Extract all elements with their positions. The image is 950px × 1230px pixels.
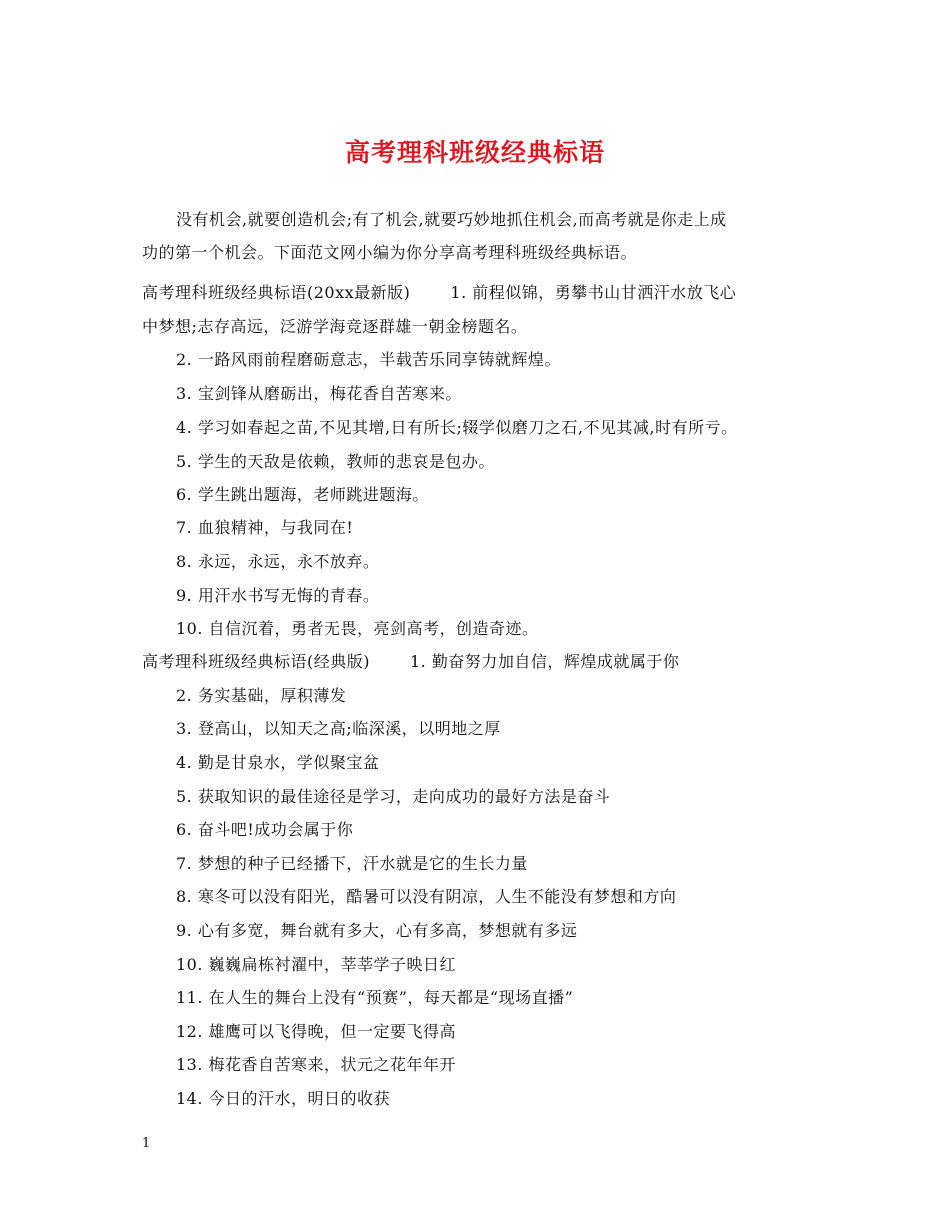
- section-1-item-1-continuation: 中梦想;志存高远，泛游学海竞逐群雄一朝金榜题名。: [142, 317, 528, 336]
- list-item: 4. 勤是甘泉水，学似聚宝盆: [176, 753, 380, 772]
- list-item: 3. 宝剑锋从磨砺出，梅花香自苦寒来。: [176, 384, 462, 403]
- list-item: 8. 寒冬可以没有阳光，酷暑可以没有阴凉，人生不能没有梦想和方向: [176, 887, 677, 906]
- list-item: 11. 在人生的舞台上没有“预赛”，每天都是“现场直播”: [176, 988, 574, 1007]
- list-item: 9. 心有多宽，舞台就有多大，心有多高，梦想就有多远: [176, 921, 578, 940]
- list-item: 6. 奋斗吧!成功会属于你: [176, 820, 354, 839]
- list-item: 7. 梦想的种子已经播下，汗水就是它的生长力量: [176, 854, 528, 873]
- list-item: 2. 务实基础，厚积薄发: [176, 686, 347, 705]
- section-1-heading-line: [142, 283, 736, 303]
- section-1-heading: 高考理科班级经典标语(20xx最新版): [142, 283, 411, 302]
- list-item: 5. 学生的天敌是依赖，教师的悲哀是包办。: [176, 452, 495, 471]
- list-item: 14. 今日的汗水，明日的收获: [176, 1089, 391, 1108]
- section-2-heading-line: [142, 652, 679, 672]
- list-item: 10. 自信沉着，勇者无畏，亮剑高考，创造奇迹。: [176, 619, 539, 638]
- list-item: 10. 巍巍扁栋衬濯中，莘莘学子映日红: [176, 955, 457, 974]
- list-item: 12. 雄鹰可以飞得晚，但一定要飞得高: [176, 1022, 457, 1041]
- list-item: 4. 学习如春起之苗,不见其增,日有所长;辍学似磨刀之石,不见其减,时有所亏。: [176, 418, 738, 437]
- document-title: 高考理科班级经典标语: [344, 138, 605, 167]
- section-1-item-1: 1. 前程似锦，勇攀书山甘洒汗水放飞心: [450, 283, 737, 302]
- list-item: 13. 梅花香自苦寒来，状元之花年年开: [176, 1055, 457, 1074]
- list-item: 6. 学生跳出题海，老师跳进题海。: [176, 485, 429, 504]
- page-number: 1: [142, 1136, 151, 1151]
- list-item: 2. 一路风雨前程磨砺意志，半载苦乐同享铸就辉煌。: [176, 350, 561, 369]
- list-item: 5. 获取知识的最佳途径是学习，走向成功的最好方法是奋斗: [176, 787, 611, 806]
- intro-paragraph-line-1: 没有机会,就要创造机会;有了机会,就要巧妙地抓住机会,而高考就是你走上成: [176, 210, 727, 229]
- list-item: 7. 血狼精神，与我同在!: [176, 518, 354, 537]
- list-item: 9. 用汗水书写无悔的青春。: [176, 586, 380, 605]
- list-item: 8. 永远，永远，永不放弃。: [176, 552, 380, 571]
- section-2-item-1: 1. 勤奋努力加自信，辉煌成就属于你: [410, 652, 680, 671]
- section-2-heading: 高考理科班级经典标语(经典版): [142, 652, 370, 671]
- list-item: 3. 登高山，以知天之高;临深溪，以明地之厚: [176, 719, 501, 738]
- intro-paragraph-line-2: 功的第一个机会。下面范文网小编为你分享高考理科班级经典标语。: [142, 243, 638, 262]
